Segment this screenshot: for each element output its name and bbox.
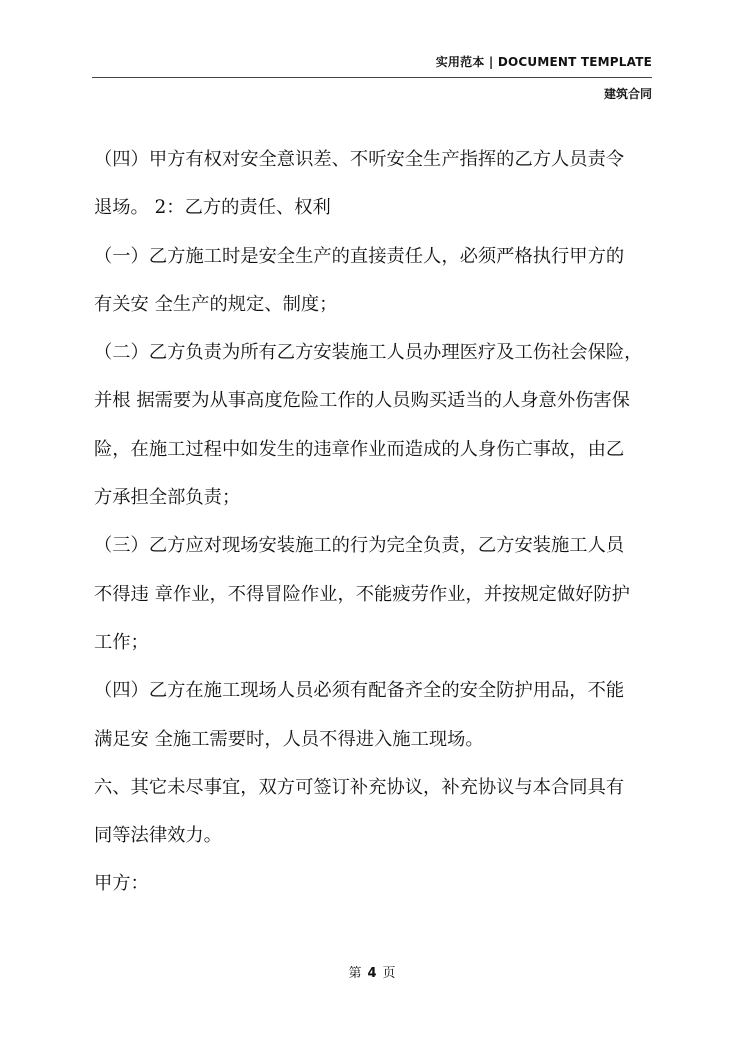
body-line: （三）乙方应对现场安装施工的行为完全负责，乙方安装施工人员 <box>94 535 625 557</box>
body-line: 退场。 2：乙方的责任、权利 <box>94 197 331 219</box>
page-number-value: 4 <box>367 966 377 981</box>
document-category: 建筑合同 <box>603 87 652 101</box>
body-line: 有关安 全生产的规定、制度； <box>94 293 338 315</box>
body-line: （二）乙方负责为所有乙方安装施工人员办理医疗及工伤社会保险， <box>94 342 643 364</box>
body-line: 工作； <box>94 631 149 653</box>
document-body <box>94 136 660 909</box>
body-line: 方承担全部负责； <box>94 487 241 509</box>
page-number-suffix: 页 <box>382 966 396 981</box>
body-line: 满足安 全施工需要时，人员不得进入施工现场。 <box>94 728 484 750</box>
body-line: （四）乙方在施工现场人员必须有配备齐全的安全防护用品，不能 <box>94 680 625 702</box>
body-line: 并根 据需要为从事高度危险工作的人员购买适当的人身意外伤害保 <box>94 390 630 412</box>
body-line: 不得违 章作业，不得冒险作业，不能疲劳作业，并按规定做好防护 <box>94 583 630 605</box>
document-header-title: 实用范本 | DOCUMENT TEMPLATE <box>435 55 652 69</box>
header-divider <box>92 77 652 78</box>
page-number <box>0 962 744 981</box>
body-line: 同等法律效力。 <box>94 825 222 847</box>
body-line: 六、其它未尽事宜，双方可签订补充协议，补充协议与本合同具有 <box>94 776 625 798</box>
body-line: 甲方： <box>94 873 149 895</box>
body-line: （四）甲方有权对安全意识差、不听安全生产指挥的乙方人员责令 <box>94 149 625 170</box>
body-line: 险，在施工过程中如发生的违章作业而造成的人身伤亡事故，由乙 <box>94 438 625 460</box>
page-number-prefix: 第 <box>348 966 362 981</box>
body-line: （一）乙方施工时是安全生产的直接责任人，必须严格执行甲方的 <box>94 245 625 267</box>
